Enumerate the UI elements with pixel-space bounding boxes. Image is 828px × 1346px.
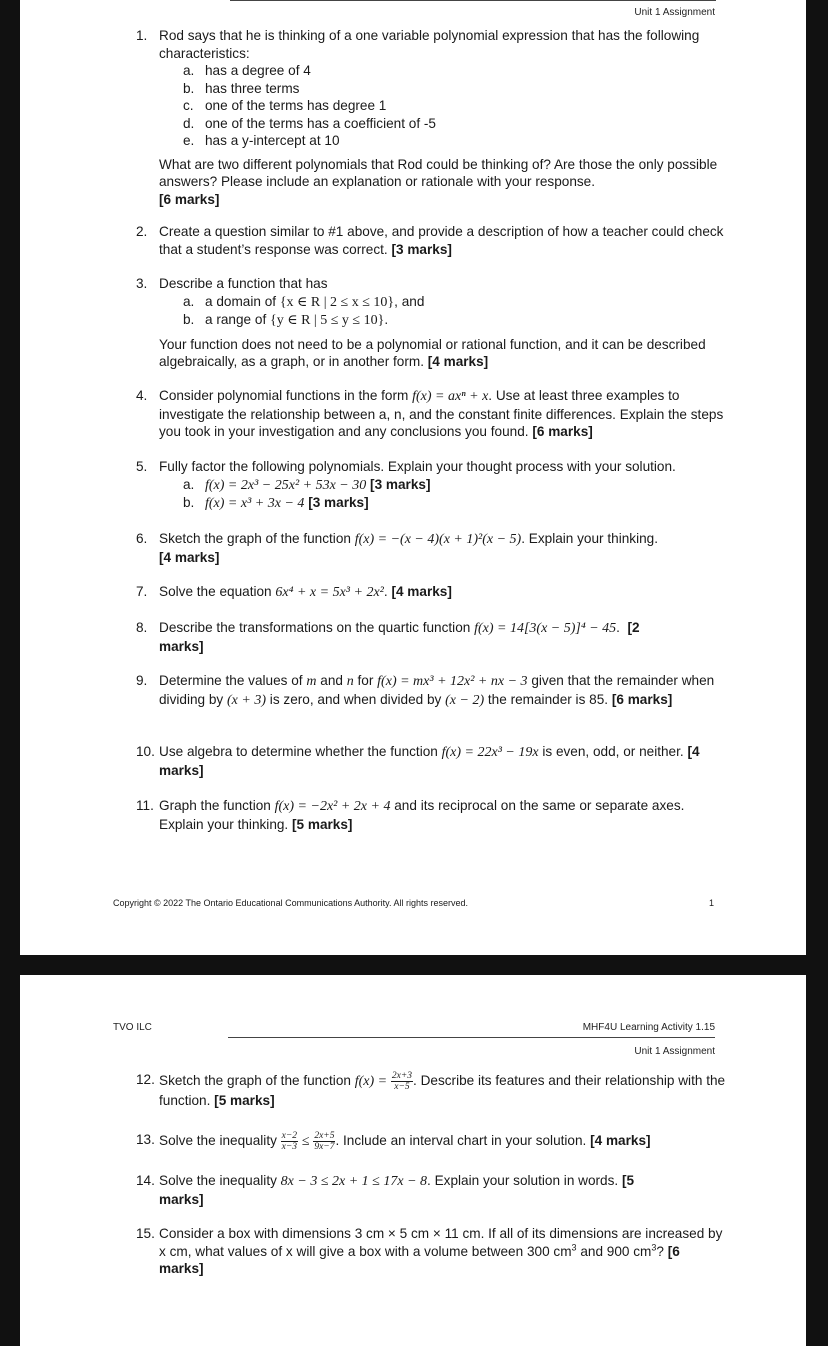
marks: [4 marks]	[391, 584, 452, 599]
course-header: MHF4U Learning Activity 1.15	[582, 1022, 715, 1033]
page-number: 1	[709, 898, 715, 908]
marks: [5	[621, 1173, 635, 1188]
list-item: e. has a y-intercept at 10	[183, 133, 340, 148]
question-9: 9. Determine the values of m and n for f(x) = mx³ + 12x² + nx − 3 given that the remainder when dividing by (x + 3) is zero, and when divided by (x − 2) the remainder is 85. [6 marks]	[136, 673, 715, 708]
marks: [3 marks]	[308, 495, 369, 510]
question-14: 14. Solve the inequality 8x − 3 ≤ 2x + 1 ≤ 17x − 8. Explain your solution in words. [5 marks]	[136, 1173, 635, 1207]
list-item: c. one of the terms has degree 1	[183, 98, 387, 113]
question-1	[136, 27, 726, 208]
header-rule	[230, 0, 716, 1]
question-7: 7. Solve the equation 6x⁴ + x = 5x³ + 2x². [4 marks]	[136, 584, 452, 600]
question-1-intro: Rod says that he is thinking of a one variable polynomial expression that has the following characteristics:	[159, 28, 700, 61]
question-13: 13. Solve the inequality $\frac{x-2}{x-3}$ ≤ $\frac{2x+5}{9x-7}$ . Include an interval chart in your solution. [4 marks]	[136, 1131, 651, 1152]
question-15: 15. Consider a box with dimensions 3 cm × 5 cm × 11 cm. If all of its dimensions are increased by x cm, what values of x will give a box with a volume between 300 $cm^3$ and 900 $cm^3$? [6 marks]	[136, 1226, 723, 1276]
marks: [5 marks]	[292, 816, 353, 832]
question-12: 12. Sketch the graph of the function f(x) = $\frac{2x+3}{x-5}$ . Describe its features and their relationship with the function. [5 marks]	[136, 1071, 726, 1108]
question-2: 2. Create a question similar to #1 above, and provide a description of how a teacher could check that a student’s response was correct. [3 marks]	[136, 224, 724, 257]
list-item: b. a range of {y ∈ R | 5 ≤ y ≤ 10}.	[183, 312, 389, 328]
marks: [4 marks]	[590, 1133, 651, 1149]
marks: [3 marks]	[370, 476, 431, 492]
marks: [6 marks]	[159, 191, 220, 207]
question-10: 10. Use algebra to determine whether the function f(x) = 22x³ − 19x is even, odd, or neither. [4 marks]	[136, 744, 700, 778]
unit-header: Unit 1 Assignment	[634, 7, 715, 18]
marks: [4 marks]	[159, 744, 700, 778]
question-6: 6. Sketch the graph of the function f(x) = −(x − 4)(x + 1)²(x − 5). Explain your thinking. [4 marks]	[136, 531, 658, 565]
list-item: b. has three terms	[183, 80, 300, 96]
marks: [6 marks]	[159, 1243, 680, 1276]
list-item: a. f(x) = 2x³ − 25x² + 53x − 30 [3 marks]	[183, 476, 431, 493]
question-3: 3. Describe a function that has a. a domain of {x ∈ R | 2 ≤ x ≤ 10}, and b. a range of {y ∈ R | 5 ≤ y ≤ 10}. Your function does not need to be a polynomial or rational function, and it can be described algebraically, as a graph, or in another form. [4 marks]	[136, 275, 726, 371]
marks: [6 marks]	[532, 424, 593, 439]
list-item: a. a domain of {x ∈ R | 2 ≤ x ≤ 10}, and	[183, 293, 425, 310]
question-11: 11. Graph the function f(x) = −2x² + 2x + 4 and its reciprocal on the same or separate axes. Explain your thinking. [5 marks]	[136, 798, 685, 832]
fraction: $\frac{x-2}{x-3}$	[281, 1131, 298, 1152]
marks: [4 marks]	[159, 549, 220, 565]
fraction: $\frac{2x+3}{x-5}$	[391, 1071, 413, 1092]
question-number: 1.	[136, 28, 148, 43]
tvo-ilc-header: TVO ILC	[113, 1022, 152, 1033]
copyright-footer: Copyright © 2022 The Ontario Educational Communications Authority. All rights reserved.	[113, 898, 468, 908]
question-1-prompt: What are two different polynomials that Rod could be thinking of? Are those the only possible answers? Please include an explanation or rationale with your response. [6 marks]	[159, 156, 718, 207]
list-item: b. f(x) = x³ + 3x − 4 [3 marks]	[183, 495, 369, 511]
question-5: 5. Fully factor the following polynomials. Explain your thought process with your solution. a. f(x) = 2x³ − 25x² + 53x − 30 [3 marks] b. f(x) = x³ + 3x − 4 [3 marks]	[136, 458, 726, 513]
unit-header: Unit 1 Assignment	[634, 1046, 715, 1057]
page-1	[20, 0, 806, 955]
list-item: d. one of the terms has a coefficient of -5	[183, 115, 436, 131]
marks: [2	[627, 620, 640, 635]
marks: [4 marks]	[427, 354, 489, 369]
header-rule	[228, 1037, 715, 1038]
page-2	[20, 975, 806, 1346]
fraction: $\frac{2x+5}{9x-7}$	[314, 1131, 335, 1152]
marks: [3 marks]	[391, 241, 452, 257]
marks: [6 marks]	[611, 691, 673, 707]
question-8: 8. Describe the transformations on the quartic function f(x) = 14[3(x − 5)]⁴ − 45. [2 marks]	[136, 620, 640, 654]
marks: [5 marks]	[214, 1093, 275, 1108]
question-4: 4. Consider polynomial functions in the form f(x) = axⁿ + x. Use at least three examples to investigate the relationship between a, n, and the constant finite differences. Explain the steps you took in your investigation and any conclusions you found. [6 marks]	[136, 388, 724, 439]
list-item: a. has a degree of 4	[183, 63, 311, 78]
